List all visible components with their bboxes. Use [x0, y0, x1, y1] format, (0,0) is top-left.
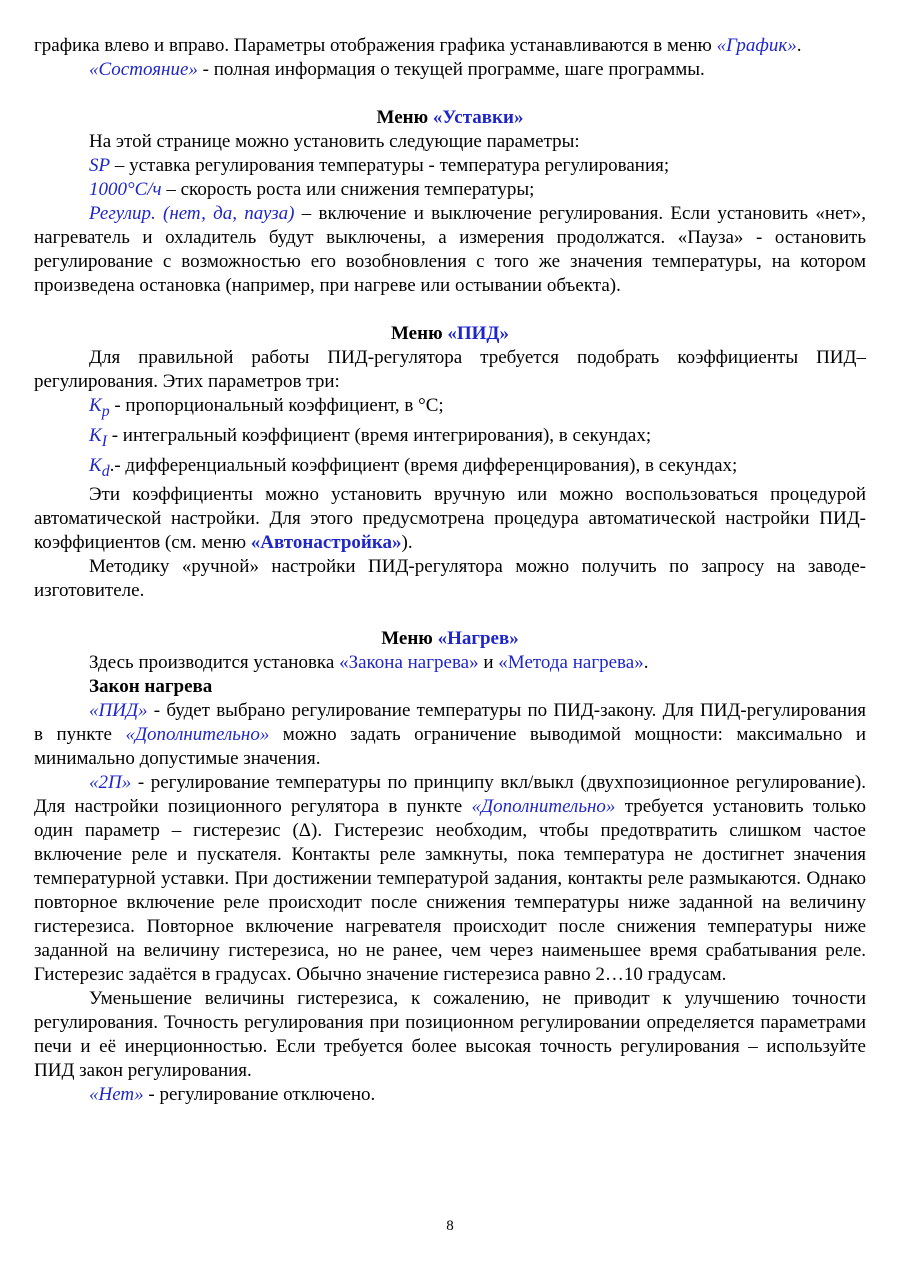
heating-law-heading: Закон нагрева — [89, 676, 213, 698]
heating-2p-paragraph — [34, 771, 866, 987]
setpoint-sp-item — [34, 154, 866, 178]
k-letter: K — [89, 395, 102, 416]
text: - будет выбрано регулирование температуры по ПИД-закону. Для ПИД-регулирования в пункте — [34, 700, 866, 746]
text: - регулирование отключено. — [143, 1084, 376, 1106]
heading-prefix: Меню — [376, 107, 433, 128]
k-letter: K — [89, 454, 102, 476]
autotune-menu-link[interactable]: «Автонастройка» — [250, 532, 402, 554]
setpoint-regulation-item — [34, 202, 866, 298]
text: графика влево и вправо. Параметры отображения графика устанавливаются в меню — [34, 35, 717, 56]
kp-label — [89, 395, 110, 420]
text: ). — [401, 532, 413, 554]
2p-option-label: «2П» — [89, 772, 132, 794]
pid-kp-item — [34, 394, 866, 424]
heating-none-paragraph — [34, 1083, 866, 1107]
graph-menu-link[interactable]: «График» — [716, 35, 797, 56]
pid-option-label: «ПИД» — [89, 700, 148, 722]
setpoints-menu-link[interactable]: «Уставки» — [432, 107, 524, 128]
status-menu-link[interactable]: «Состояние» — [89, 59, 198, 80]
text: - регулирование температуры по принципу вкл/выкл (двухпозиционное регулирование). Для настройки позиционного регулятора в пункте — [34, 772, 866, 818]
rate-label: 1000°С/ч — [89, 179, 162, 200]
heading-prefix: Меню — [381, 628, 438, 650]
text: и — [478, 652, 499, 674]
page-number: 8 — [446, 1218, 454, 1234]
text: можно задать ограничение выводимой мощности: максимально и минимально допустимые значения. — [34, 724, 866, 770]
text: требуется установить только один параметр – гистерезис (Δ). Гистерезис необходим, чтобы предотвратить слишком частое включение реле и пускателя. Контакты реле замкнуты, пока температура не достигнет значения температурной уставки. При достижении температурой задания, контакты реле размыкаются. Однако повторное включение реле происходит после снижения температуры ниже заданной на величину гистерезиса. Повторное включение нагревателя происходит после снижения температуры ниже заданной на величину гистерезиса, но не ранее, чем через наименьшее время срабатывания реле. Гистерезис задаётся в градусах. Обычно значение гистерезиса равно 2…10 градусам. — [34, 796, 866, 986]
heading-prefix: Меню — [391, 323, 448, 344]
k-letter: K — [89, 424, 102, 446]
pid-kd-item — [34, 454, 866, 484]
text: – уставка регулирования температуры - температура регулирования; — [110, 155, 670, 176]
pid-intro: Для правильной работы ПИД-регулятора требуется подобрать коэффициенты ПИД–регулирования. Этих параметров три: — [34, 347, 866, 392]
setpoints-intro: На этой странице можно установить следующие параметры: — [89, 131, 580, 152]
pid-auto-paragraph — [34, 483, 866, 555]
setpoint-rate-item — [34, 178, 866, 202]
heating-heading — [34, 627, 866, 651]
document-page — [34, 34, 866, 1107]
text: Эти коэффициенты можно установить вручную или можно воспользоваться процедурой автоматической настройки. Для этого предусмотрена процедура автоматической настройки ПИД-коэффициентов (см. меню — [34, 484, 866, 554]
text: . — [796, 35, 802, 56]
heating-pid-paragraph — [34, 699, 866, 771]
regulation-label: Регулир. (нет, да, пауза) — [89, 203, 295, 224]
kd-label — [89, 454, 110, 480]
ki-label — [89, 424, 107, 450]
setpoints-heading — [34, 106, 866, 130]
text: .- дифференциальный коэффициент (время дифференцирования), в секундах; — [109, 454, 738, 476]
text: – включение и выключение регулирования. Если установить «нет», нагреватель и охладитель будут выключены, а измерения продолжатся. «Пауза» - остановить регулирование с возможностью его возобновления с того же значения температуры, на котором произведена остановка (например, при нагреве или остывании объекта). — [34, 203, 867, 296]
pid-ki-item — [34, 424, 866, 454]
text: - полная информация о текущей программе, шаге программы. — [197, 59, 705, 80]
text: - интегральный коэффициент (время интегрирования), в секундах; — [106, 424, 652, 446]
additional-menu-link[interactable]: «Дополнительно» — [125, 724, 270, 746]
none-option-label: «Нет» — [89, 1084, 144, 1106]
text: . — [643, 652, 649, 674]
text: Здесь производится установка — [89, 652, 340, 674]
kp-subscript: p — [101, 402, 110, 420]
pid-heading — [34, 322, 866, 346]
text: - пропорциональный коэффициент, в °С; — [109, 395, 444, 416]
additional-menu-link[interactable]: «Дополнительно» — [471, 796, 616, 818]
heating-law-link[interactable]: «Закона нагрева» — [339, 652, 479, 674]
heating-intro — [34, 651, 866, 675]
ki-subscript: I — [101, 432, 107, 450]
intro-paragraph-status — [34, 58, 866, 82]
kd-subscript: d — [101, 462, 110, 480]
intro-paragraph-graph — [34, 34, 866, 58]
heating-menu-link[interactable]: «Нагрев» — [437, 628, 519, 650]
text: – скорость роста или снижения температуры; — [161, 179, 535, 200]
sp-label: SP — [89, 155, 111, 176]
pid-menu-link[interactable]: «ПИД» — [447, 323, 509, 344]
heating-method-link[interactable]: «Метода нагрева» — [498, 652, 644, 674]
heating-reduce-paragraph: Уменьшение величины гистерезиса, к сожалению, не приводит к улучшению точности регулирования. Точность регулирования при позиционном регулировании определяется параметрами печи и её инерционностью. Если требуется более высокая точность регулирования – используйте ПИД закон регулирования. — [34, 988, 866, 1082]
pid-manual-paragraph: Методику «ручной» настройки ПИД-регулятора можно получить по запросу на заводе-изготовителе. — [34, 556, 866, 602]
